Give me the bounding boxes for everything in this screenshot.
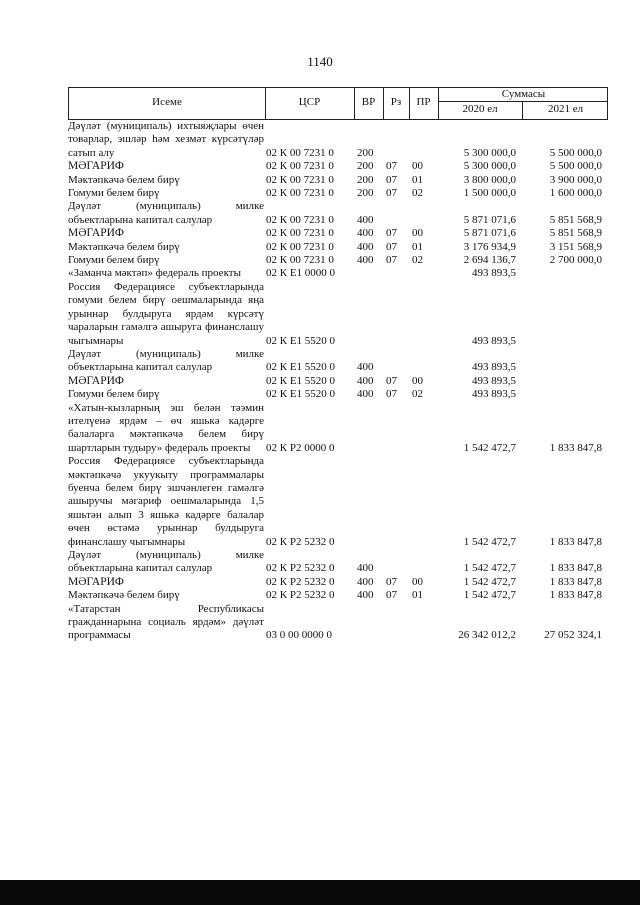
table-row (68, 160, 608, 173)
table-header (68, 87, 608, 120)
row-vr: 400 (357, 254, 374, 267)
row-rz: 07 (386, 589, 397, 602)
row-s2020: 5 871 071,6 (463, 227, 516, 240)
row-s2020: 26 342 012,2 (458, 629, 516, 642)
row-s2020: 493 893,5 (472, 334, 516, 347)
row-vr: 400 (357, 240, 374, 253)
row-csr: 02 К 00 7231 0 (266, 187, 334, 200)
bottom-bar (0, 880, 640, 905)
table-row (68, 348, 608, 375)
row-s2021: 3 900 000,0 (549, 173, 602, 186)
row-s2020: 493 893,5 (472, 267, 516, 280)
row-s2021: 1 833 847,8 (549, 441, 602, 454)
row-name: Россия Федерациясе субъектларында гомуми белем бирү оешмаларында яңа урыннар булдыруга ярдәм күрсәтү чараларын гамәлгә ашыруга финанслашу чыгымнары (68, 280, 264, 347)
row-s2020: 5 871 071,6 (463, 213, 516, 226)
row-pr: 00 (412, 575, 423, 588)
row-csr: 02 К 00 7231 0 (266, 160, 334, 173)
table-body (68, 120, 608, 643)
table-row (68, 388, 608, 401)
budget-table (68, 87, 608, 643)
row-s2021: 5 851 568,9 (549, 227, 602, 240)
row-csr: 02 К 00 7231 0 (266, 146, 334, 159)
row-name: «Татарстан Республикасы гражданнарына социаль ярдәм» дәүләт программасы (68, 602, 264, 642)
row-vr: 400 (357, 213, 374, 226)
row-csr: 02 К Е1 5520 0 (266, 334, 336, 347)
row-pr: 02 (412, 388, 423, 401)
row-s2021: 1 833 847,8 (549, 575, 602, 588)
row-csr: 02 К 00 7231 0 (266, 173, 334, 186)
table-row (68, 227, 608, 240)
row-pr: 02 (412, 187, 423, 200)
row-vr: 200 (357, 160, 374, 173)
row-csr: 02 К Е1 5520 0 (266, 388, 336, 401)
row-s2021: 1 833 847,8 (549, 535, 602, 548)
row-name: МӘГАРИФ (68, 227, 125, 240)
table-row (68, 589, 608, 602)
header-csr: ЦСР (298, 96, 321, 108)
row-csr: 02 К Е1 5520 0 (266, 374, 336, 387)
row-csr: 02 К Р2 5232 0 (266, 589, 335, 602)
row-vr: 200 (357, 187, 374, 200)
table-row (68, 174, 608, 187)
table-row (68, 455, 608, 549)
table-row (68, 241, 608, 254)
row-vr: 400 (357, 361, 374, 374)
row-pr: 02 (412, 254, 423, 267)
table-row (68, 200, 608, 227)
row-vr: 400 (357, 227, 374, 240)
row-s2021: 3 151 568,9 (549, 240, 602, 253)
table-row (68, 254, 608, 267)
row-s2020: 493 893,5 (472, 388, 516, 401)
row-s2021: 5 500 000,0 (549, 146, 602, 159)
row-name: Гомуми белем бирү (68, 388, 160, 401)
header-sums: Суммасы (501, 88, 546, 100)
row-s2020: 1 542 472,7 (463, 535, 516, 548)
table-row (68, 120, 608, 160)
row-pr: 01 (412, 589, 423, 602)
row-csr: 03 0 00 0000 0 (266, 629, 332, 642)
row-s2020: 3 176 934,9 (463, 240, 516, 253)
row-rz: 07 (386, 227, 397, 240)
header-pr: ПР (416, 96, 431, 108)
header-2021: 2021 ел (547, 103, 584, 115)
row-name: Дәүләт (муниципаль) ихтыяҗлары өчен товарлар, эшләр һәм хезмәт күрсәтүләр сатып алу (68, 120, 264, 159)
row-csr: 02 К 00 7231 0 (266, 254, 334, 267)
row-s2021: 2 700 000,0 (549, 254, 602, 267)
row-vr: 400 (357, 575, 374, 588)
table-row (68, 375, 608, 388)
row-rz: 07 (386, 254, 397, 267)
row-pr: 00 (412, 227, 423, 240)
row-csr: 02 К Р2 5232 0 (266, 562, 335, 575)
row-vr: 400 (357, 589, 374, 602)
row-rz: 07 (386, 187, 397, 200)
row-name: Россия Федерациясе субъектларында мәктәпкәчә укуукыту программалары буенча белем бирү эшчәнлеген гамәлгә ашыручы мәгариф оешмаларында 1,5 яшьтән алып 3 яшькә кадәрге балалар өчен өстәмә урыннар булдыруга финанслашу чыгымнары (68, 455, 264, 548)
row-name: Гомуми белем бирү (68, 254, 160, 267)
header-2020: 2020 ел (462, 103, 498, 115)
row-csr: 02 К 00 7231 0 (266, 240, 334, 253)
row-s2021: 5 500 000,0 (549, 160, 602, 173)
row-name: Мәктәпкәчә белем бирү (68, 173, 180, 186)
table-row (68, 402, 608, 456)
row-s2020: 1 542 472,7 (463, 589, 516, 602)
row-pr: 01 (412, 173, 423, 186)
row-name: «Заманча мәктәп» федераль проекты (68, 267, 241, 280)
row-pr: 00 (412, 374, 423, 387)
row-vr: 200 (357, 173, 374, 186)
row-name: Дәүләт (муниципаль) милке объектларына капитал салулар (68, 200, 264, 226)
row-name: Гомуми белем бирү (68, 187, 160, 200)
row-s2021: 1 833 847,8 (549, 562, 602, 575)
row-vr: 400 (357, 388, 374, 401)
row-rz: 07 (386, 374, 397, 387)
row-s2020: 1 500 000,0 (463, 187, 516, 200)
row-s2020: 1 542 472,7 (463, 441, 516, 454)
row-s2020: 5 300 000,0 (463, 160, 516, 173)
row-s2020: 493 893,5 (472, 374, 516, 387)
row-vr: 400 (357, 562, 374, 575)
row-s2021: 27 052 324,1 (544, 629, 602, 642)
row-name: Дәүләт (муниципаль) милке объектларына капитал салулар (68, 549, 264, 575)
row-csr: 02 К Е1 5520 0 (266, 361, 336, 374)
row-s2020: 1 542 472,7 (463, 575, 516, 588)
row-s2020: 493 893,5 (472, 361, 516, 374)
row-name: МӘГАРИФ (68, 160, 125, 173)
table-row (68, 281, 608, 348)
table-row (68, 549, 608, 576)
row-vr: 400 (357, 374, 374, 387)
row-name: «Хатын-кызларның эш белән тәэмин ителүенә ярдәм – өч яшькә кадәрге балаларга мәктәпкәчә белем бирү шартларын тудыру» федераль проекты (68, 401, 264, 454)
table-row (68, 267, 608, 280)
row-pr: 00 (412, 160, 423, 173)
row-name: Мәктәпкәчә белем бирү (68, 589, 180, 602)
row-csr: 02 К 00 7231 0 (266, 213, 334, 226)
row-name: Мәктәпкәчә белем бирү (68, 240, 180, 253)
row-csr: 02 К Р2 0000 0 (266, 441, 335, 454)
row-s2021: 5 851 568,9 (549, 213, 602, 226)
row-csr: 02 К 00 7231 0 (266, 227, 334, 240)
row-rz: 07 (386, 575, 397, 588)
row-csr: 02 К Р2 5232 0 (266, 575, 335, 588)
header-vr: ВР (361, 96, 376, 108)
page-number: 1140 (307, 54, 333, 69)
row-rz: 07 (386, 173, 397, 186)
table-row (68, 603, 608, 643)
row-s2021: 1 600 000,0 (549, 187, 602, 200)
row-pr: 01 (412, 240, 423, 253)
row-vr: 200 (357, 146, 374, 159)
table-row (68, 187, 608, 200)
row-csr: 02 К Р2 5232 0 (266, 535, 335, 548)
row-rz: 07 (386, 388, 397, 401)
row-name: МӘГАРИФ (68, 374, 125, 387)
row-csr: 02 К Е1 0000 0 (266, 267, 336, 280)
row-s2021: 1 833 847,8 (549, 589, 602, 602)
row-s2020: 5 300 000,0 (463, 146, 516, 159)
row-s2020: 3 800 000,0 (463, 173, 516, 186)
row-name: МӘГАРИФ (68, 575, 125, 588)
table-row (68, 576, 608, 589)
row-rz: 07 (386, 160, 397, 173)
row-s2020: 1 542 472,7 (463, 562, 516, 575)
header-rz: Рз (390, 96, 402, 108)
header-name: Исеме (152, 96, 182, 108)
row-name: Дәүләт (муниципаль) милке объектларына капитал салулар (68, 347, 264, 374)
row-rz: 07 (386, 240, 397, 253)
row-s2020: 2 694 136,7 (463, 254, 516, 267)
